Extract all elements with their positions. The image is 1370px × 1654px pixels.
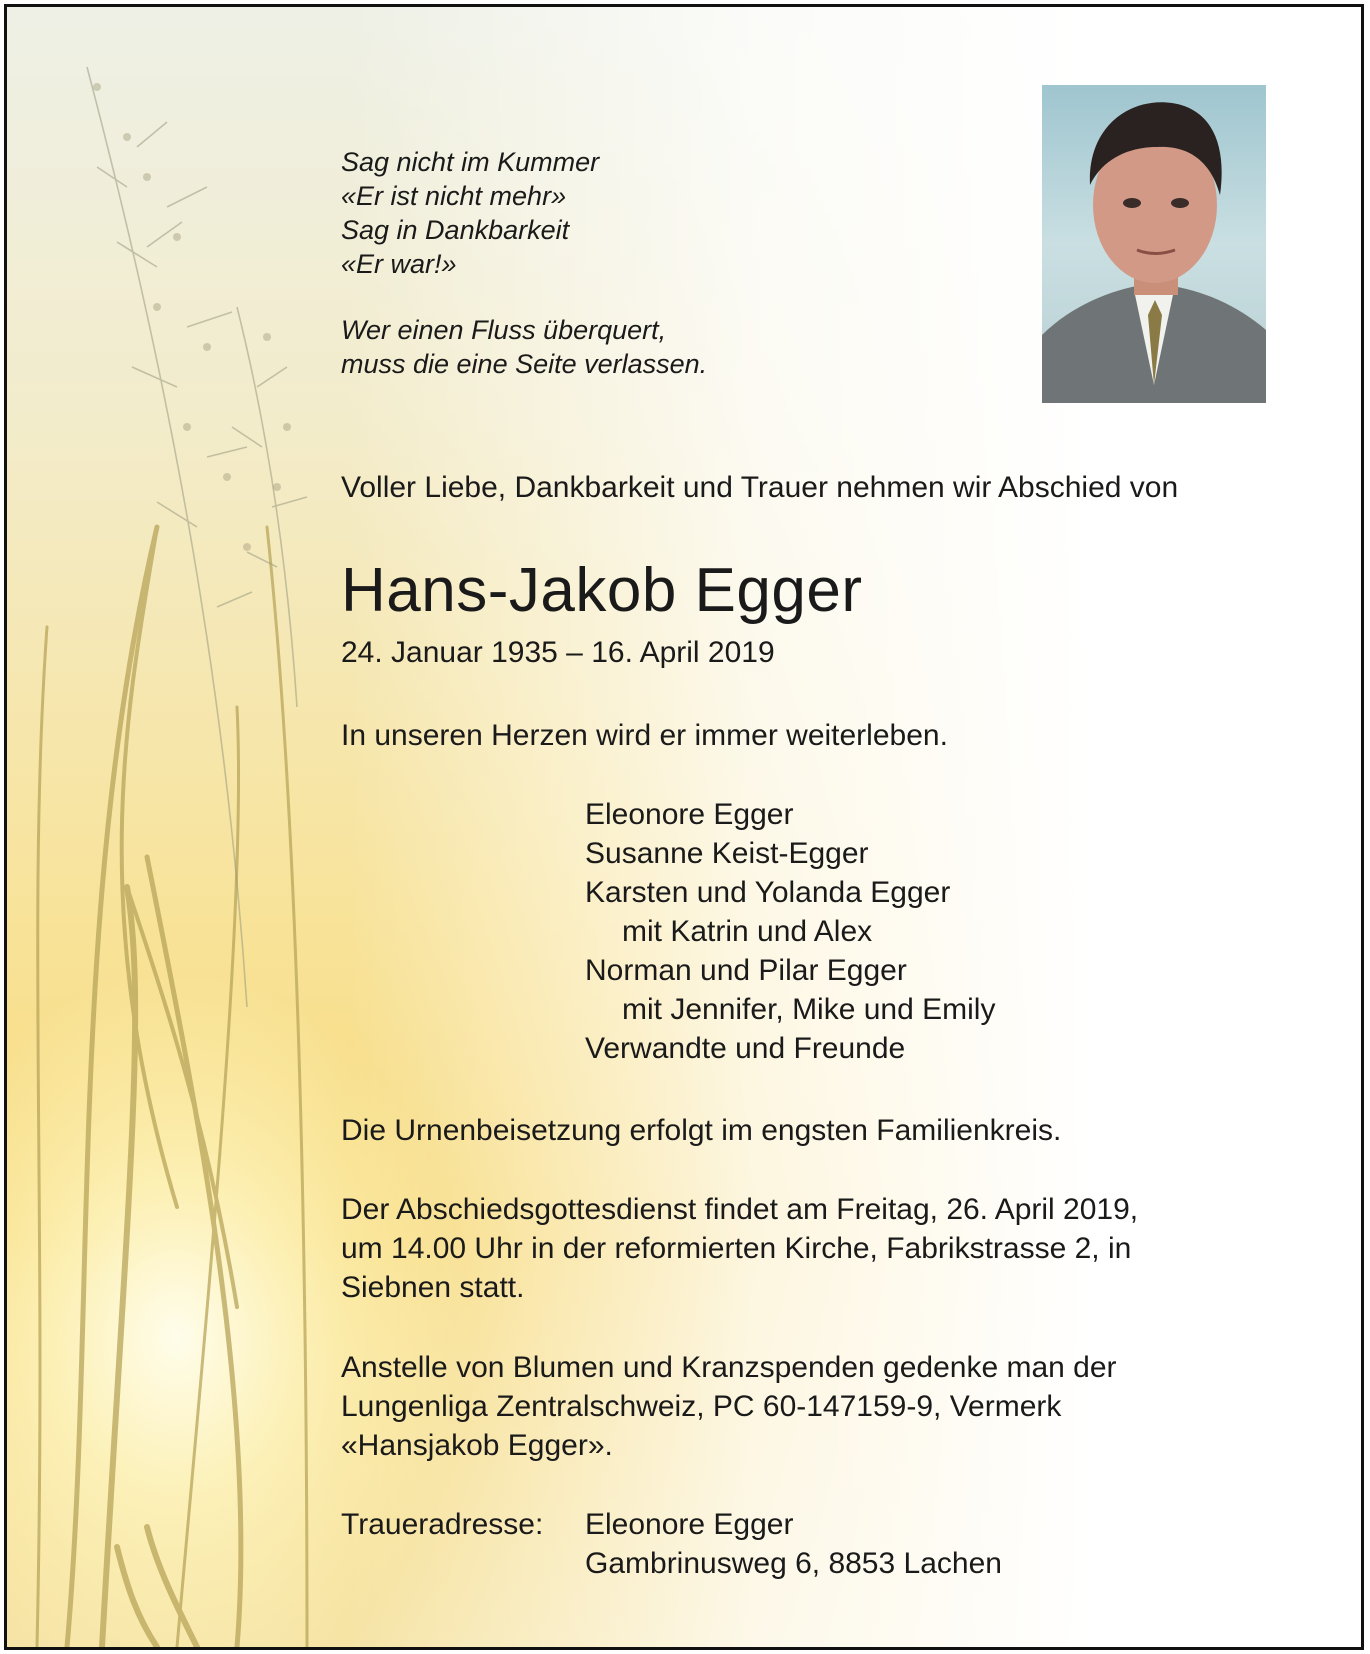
poem-line: Sag nicht im Kummer	[341, 147, 600, 177]
intro-text: Voller Liebe, Dankbarkeit und Trauer nehmen wir Abschied von	[341, 471, 1179, 504]
donation-line: Lungenliga Zentralschweiz, PC 60-147159-9, Vermerk	[341, 1390, 1062, 1423]
poem-line: Wer einen Fluss überquert,	[341, 315, 667, 345]
poem-line: muss die eine Seite verlassen.	[341, 349, 708, 379]
mourner-name: mit Jennifer, Mike und Emily	[622, 993, 996, 1026]
service-line: Siebnen statt.	[341, 1271, 525, 1304]
address-label: Traueradresse:	[341, 1508, 544, 1541]
poem-stanza-2	[341, 313, 707, 381]
mourner-name: Norman und Pilar Egger	[585, 954, 907, 987]
service-notice	[341, 1190, 1138, 1307]
mourning-address	[585, 1505, 1002, 1583]
life-dates: 24. Januar 1935 – 16. April 2019	[341, 636, 775, 669]
service-line: um 14.00 Uhr in der reformierten Kirche, Fabrikstrasse 2, in	[341, 1232, 1132, 1265]
poem-line: Sag in Dankbarkeit	[341, 215, 570, 245]
deceased-name: Hans-Jakob Egger	[341, 556, 863, 625]
portrait-photo	[1042, 85, 1266, 403]
burial-notice: Die Urnenbeisetzung erfolgt im engsten Familienkreis.	[341, 1114, 1062, 1147]
donation-line: Anstelle von Blumen und Kranzspenden gedenke man der	[341, 1351, 1117, 1384]
poem-line: «Er ist nicht mehr»	[341, 181, 567, 211]
mourner-name: Susanne Keist-Egger	[585, 837, 869, 870]
obituary-card	[4, 4, 1364, 1650]
mourner-name: Eleonore Egger	[585, 798, 794, 831]
tribute-text: In unseren Herzen wird er immer weiterleben.	[341, 719, 948, 752]
service-line: Der Abschiedsgottesdienst findet am Freitag, 26. April 2019,	[341, 1193, 1139, 1226]
donation-notice	[341, 1348, 1117, 1465]
address-line: Eleonore Egger	[585, 1508, 794, 1541]
poem-stanza-1	[341, 145, 599, 281]
mourner-name: Karsten und Yolanda Egger	[585, 876, 951, 909]
mourners-list	[585, 795, 995, 1068]
donation-line: «Hansjakob Egger».	[341, 1429, 613, 1462]
poem-line: «Er war!»	[341, 249, 457, 279]
portrait-illustration	[1042, 85, 1266, 403]
mourner-name: Verwandte und Freunde	[585, 1032, 906, 1065]
address-line: Gambrinusweg 6, 8853 Lachen	[585, 1547, 1002, 1580]
mourner-name: mit Katrin und Alex	[622, 915, 873, 948]
